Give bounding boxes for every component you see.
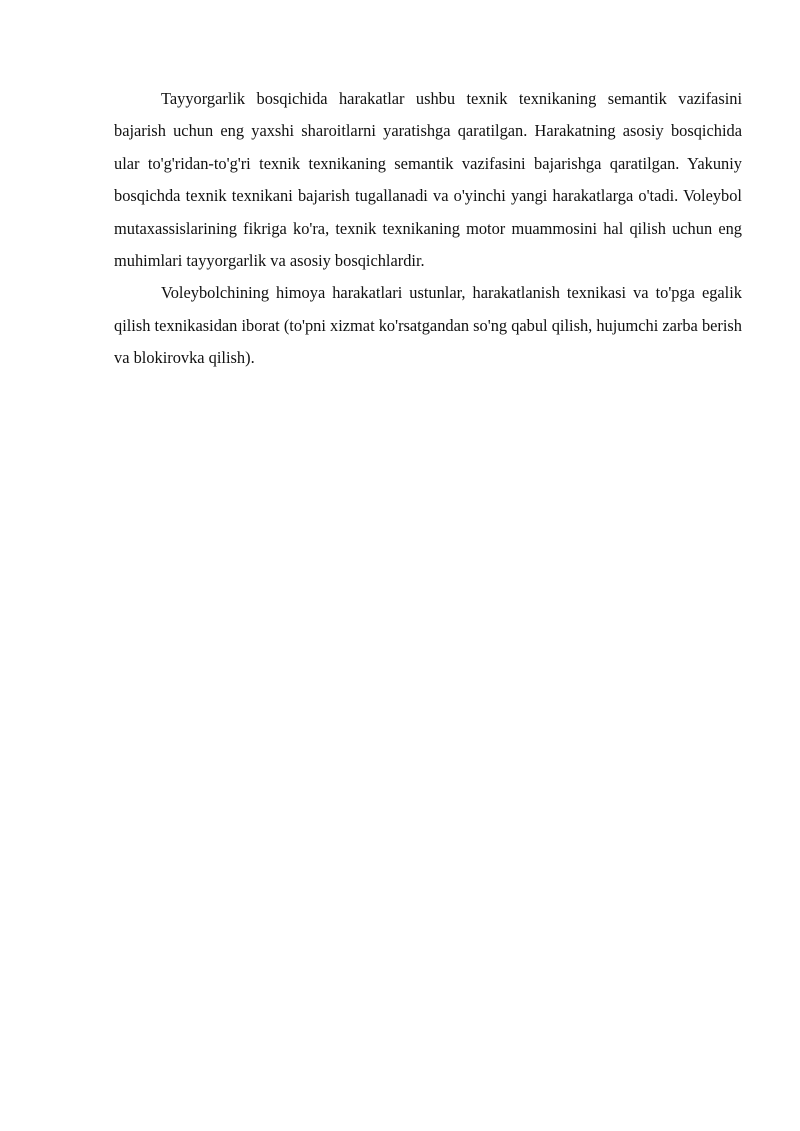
body-paragraph-1: Tayyorgarlik bosqichida harakatlar ushbu texnik texnikaning semantik vazifasini bajarish uchun eng yaxshi sharoitlarni yaratishga qaratilgan. Harakatning asosiy bosqichida ular to'g'ridan-to'g'ri texnik texnikaning semantik vazifasini bajarishga qaratilgan. Yakuniy bosqichda texnik texnikani bajarish tugallanadi va o'yinchi yangi harakatlarga o'tadi. Voleybol mutaxassislarining fikriga ko'ra, texnik texnikaning motor muammosini hal qilish uchun eng muhimlari tayyorgarlik va asosiy bosqichlardir. xyxy=(114,89,742,271)
body-paragraph-2: Voleybolchining himoya harakatlari ustunlar, harakatlanish texnikasi va to'pga egalik qilish texnikasidan iborat (to'pni xizmat ko'rsatgandan so'ng qabul qilish, hujumchi zarba berish va blokirovka qilish). xyxy=(114,283,742,368)
document-page xyxy=(114,83,742,375)
